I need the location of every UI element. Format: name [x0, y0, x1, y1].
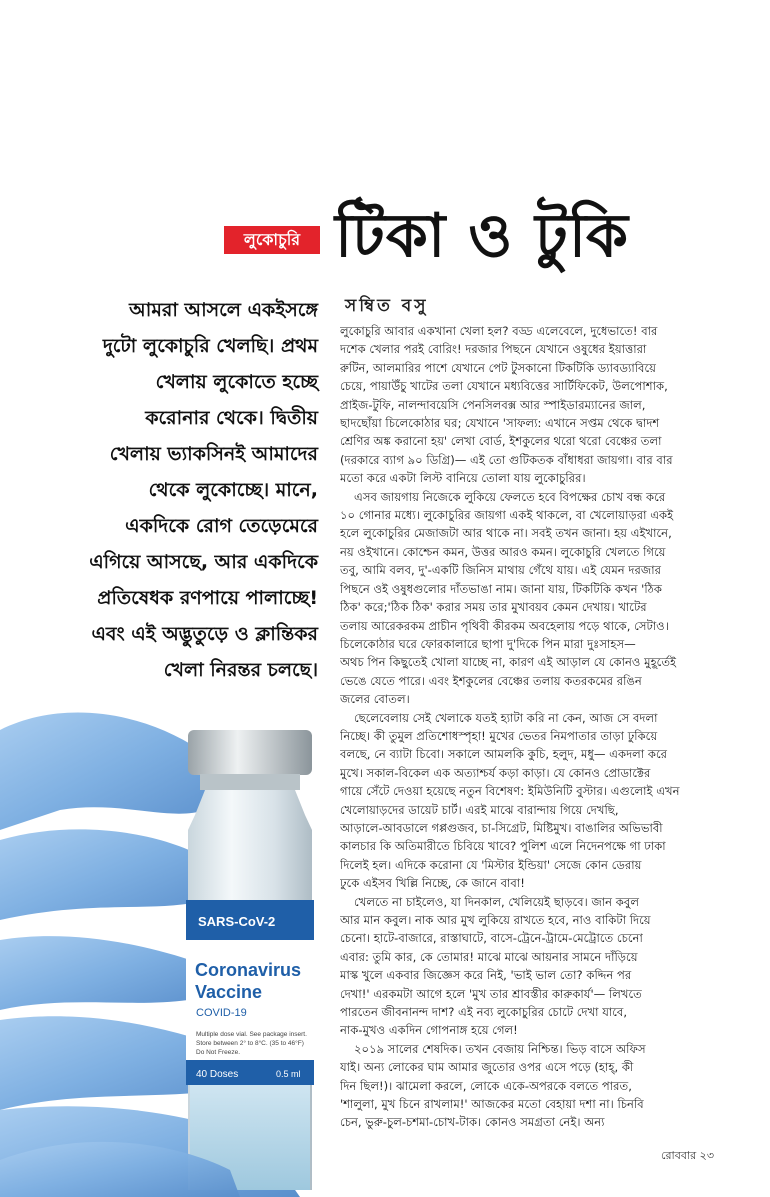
- vaccine-photo: [0, 690, 370, 1197]
- body-line: কালচার কি অতিমারীতে চিবিয়ে খাবে? পুলিশ এলে নিদেনপক্ষে গা ঢাকা: [340, 839, 666, 854]
- vial-name-line2: Vaccine: [195, 982, 263, 1002]
- body-line: চেন, ভুরু-চুল-চশমা-চোখ-টাক। কোনও সমগ্রতা নেই। অন্য: [340, 1115, 605, 1130]
- body-line: রুটিন, আলমারির পাশে যেখানে পেট টুসকানো টিকটিকি ড্যাবড্যাবিয়ে: [340, 360, 656, 375]
- body-line: ছাদছোঁয়া চিলেকোঠার ঘর; যেখানে 'সাফল্য: এখানে সপ্তম থেকে দ্বাদশ: [340, 416, 660, 431]
- body-line: যাই। অন্য লোকের ঘাম আমার জুতোর ওপর এসে পড়ে (হাহ্, কী: [340, 1060, 634, 1075]
- body-line: প্রাইজ-টুফি, নালন্দাবয়েসি পেনসিলবক্স আর স্পাইডারম্যানের জাল,: [340, 397, 646, 412]
- body-line: অথচ পিন কিছুতেই খোলা যাচ্ছে না, কারণ এই আড়াল যে কোনও মুহূর্তেই: [340, 655, 677, 670]
- pull-quote-line: থেকে লুকোচ্ছে। মানে,: [148, 479, 318, 501]
- body-line: দশেক খেলার পরই বোরিং! দরজার পিছনে যেখানে ওষুধের ইয়াত্তারা: [340, 342, 647, 357]
- vial-doses: 40 Doses: [196, 1069, 239, 1080]
- body-line: দিন ছিল!)। ঝামেলা করলে, লোকে একে-অপরকে বলতে পারত,: [340, 1078, 632, 1093]
- pull-quote-line: দুটো লুকোচুরি খেলছি। প্রথম: [102, 335, 318, 357]
- body-line: নয় ওইখানে। কোশ্চেন কমন, উত্তর আরও কমন। লুকোচুরি খেলতে গিয়ে: [340, 544, 666, 559]
- pull-quote-line: একদিকে রোগ তেড়েমেরে: [125, 515, 318, 537]
- body-line: লুকোচুরি আবার একখানা খেলা হল? বড্ড এলেবেলে, দুধেভাতে! বার: [340, 324, 658, 338]
- body-line: গায়ে সেঁটে দেওয়া হয়েছে নতুন বিশেষণ: ইমিউনিটি বুস্টার। এগুলোই এখন: [340, 784, 680, 799]
- section-tag: লুকোচুরি: [224, 226, 320, 254]
- body-line: খেলোয়াড়দের ডায়েট চার্ট। এরই মাঝে বারান্দায় গিয়ে দেখছি,: [340, 802, 619, 817]
- body-line: 'শালুলা, মুখ চিনে রাখলাম!' আজকের মতো বেহায়া দশা না। চিনবি: [340, 1097, 644, 1112]
- pull-quote-line: প্রতিষেধক রণপায়ে পালাচ্ছে!: [97, 587, 318, 609]
- article-title: টিকা ও টুকি: [335, 201, 630, 271]
- body-line: বলছে, নে ব্যাটা চিবো। সকালে আমলকি কুচি, হলুদ, মধু— একদলা করে: [340, 747, 668, 762]
- body-line: এসব জায়গায় নিজেকে লুকিয়ে ফেলতে হবে বিপক্ষের চোখ বন্ধ করে: [354, 489, 666, 504]
- body-line: মাস্ক খুলে একবার জিজ্ঞেস করে নিই, 'ভাই ভাল তো? কদ্দিন পর: [340, 968, 632, 983]
- pull-quote-line: আমরা আসলে একইসঙ্গে: [129, 299, 318, 321]
- body-line: এবার: তুমি কার, কে তোমার! মাঝে মাঝে আয়নার সামনে দাঁড়িয়ে: [340, 949, 638, 964]
- body-line: জলের বোতল।: [340, 692, 410, 707]
- pull-quote: [58, 292, 318, 688]
- vial-cap-label: SARS-CoV-2: [198, 914, 276, 929]
- body-line: ভেঙে যেতে পারে। এবং ইশকুলের বেঞ্চের তলায় কতরকমের রঙিন: [340, 673, 642, 688]
- body-line: ১০ গোনার মধ্যে। লুকোচুরির জায়গা একই থাকলে, বা খেলোয়াড়রা একই: [340, 508, 674, 523]
- vial-sub: COVID-19: [196, 1007, 247, 1019]
- body-line: মতো করে একটা লিস্ট বানিয়ে তোলা যায় লুকোচুরির।: [340, 471, 586, 486]
- body-line: ২০১৯ সালের শেষদিক। তখন বেজায় নিশ্চিন্ত। ভিড় বাসে অফিস: [354, 1041, 646, 1056]
- vial-fine1: Multiple dose vial. See package insert.: [196, 1031, 307, 1038]
- body-line: মুখে। সকাল-বিকেল এক অত্যাশ্চর্য কড়া কাড়া। যে কোনও প্রোডাক্টের: [340, 765, 651, 780]
- vial-volume: 0.5 ml: [276, 1069, 301, 1079]
- body-line: তবু, আমি বলব, দু'-একটি জিনিস মাথায় গেঁথে যায়। এই যেমন দরজার: [340, 563, 661, 578]
- body-line: শ্রেণির অঙ্ক করানো হয়' লেখা বোর্ড, ইশকুলের থরো থরো বেঞ্চের তলা: [340, 434, 662, 449]
- body-line: আর মান কবুল। নাক আর মুখ লুকিয়ে রাখতে হবে, নাও বাকিটা দিয়ে: [340, 913, 651, 927]
- body-line: চিলেকোঠার ঘরে ফোরকালারে ছাপা দু'দিকে পিন মারা দুঃসাহস—: [340, 636, 636, 651]
- body-line: দিলেই হল। এদিকে করোনা যে 'মিস্টার ইন্ডিয়া' সেজে কোন ডেরায়: [340, 857, 642, 872]
- vial-fine3: Do Not Freeze.: [196, 1049, 241, 1056]
- body-line: পারতেন জীবনানন্দ দাশ? এই নব্য লুকোচুরির চোটে দেখা যাবে,: [340, 1005, 628, 1020]
- pull-quote-line: এবং এই অদ্ভুতুড়ে ও ক্লান্তিকর: [91, 623, 318, 645]
- body-line: চেয়ে, পায়াউঁচু খাটের তলা যেখানে মধ্যবিত্তের সার্টিফিকেট, উলপোশাক,: [340, 379, 668, 394]
- gloved-hand-vial-illustration: [0, 690, 370, 1197]
- pull-quote-line: এগিয়ে আসছে, আর একদিকে: [89, 551, 318, 573]
- body-line: চেনো। হাটে-বাজারে, রাস্তাঘাটে, বাসে-ট্রেনে-ট্রামে-মেট্রোতে চেনো: [340, 931, 643, 946]
- author-byline: সম্বিত বসু: [345, 296, 429, 316]
- pull-quote-line: খেলায় লুকোতে হচ্ছে: [155, 371, 318, 393]
- body-line: নিচ্ছে। কী তুমুল প্রতিশোধস্পৃহা! মুখের ভেতর নিমপাতার তাড়া ঢুকিয়ে: [340, 728, 658, 743]
- body-line: ঠিক' করে;'ঠিক ঠিক' করার সময় তার মুখাবয়ব কেমন দেখায়। খাটের: [340, 600, 647, 615]
- pull-quote-line: খেলা নিরন্তর চলছে।: [163, 659, 318, 681]
- pull-quote-line: করোনার থেকে। দ্বিতীয়: [145, 407, 318, 429]
- body-line: ছেলেবেলায় সেই খেলাকে যতই হ্যাটা করি না কেন, আজ সে বদলা: [354, 710, 658, 725]
- body-line: দেখা!' এরকমটা আগে হলে 'মুখ তার শ্রাবস্তীর কারুকার্য'— লিখতে: [340, 986, 642, 1001]
- article-body: [340, 322, 740, 1132]
- body-line: খেলতে না চাইলেও, যা দিনকাল, খেলিয়েই ছাড়বে। জান কবুল: [354, 894, 639, 909]
- body-line: আড়ালে-আবডালে গপ্পগুজব, চা-সিগ্রেট, মিষ্টিমুখ। বাঙালির অভিভাবী: [340, 820, 663, 835]
- body-line: ঢুকে এইসব খিল্লি নিচ্ছে, কে জানে বাবা!: [340, 876, 525, 891]
- page-folio: রোববার ২৩: [661, 1149, 714, 1162]
- body-line: তলায় আরেকরকম প্রাচীন পৃথিবী কীরকম অবহেলায় পড়ে থাকে, সেটাও।: [340, 618, 669, 633]
- body-line: (দরকারে ব্যাগ ৯০ ডিগ্রি)— এই তো গুটিকতক বাঁধাধরা জায়গা। বার বার: [340, 452, 673, 467]
- vial-fine2: Store between 2° to 8°C. (35 to 46°F): [196, 1040, 304, 1047]
- vial-name-line1: Coronavirus: [195, 960, 302, 980]
- body-line: নাক-মুখও একদিন গোপনাঙ্গ হয়ে গেল!: [340, 1023, 518, 1038]
- pull-quote-line: খেলায় ভ্যাকসিনই আমাদের: [109, 443, 318, 465]
- body-line: পিছনে ওই ওষুধগুলোর দাঁতভাঙা নাম। জানা যায়, টিকটিকি কখন 'ঠিক: [340, 581, 662, 596]
- body-line: হলে লুকোচুরির মেজাজটা আর থাকে না। সবই তখন জানা। হয় এইখানে,: [340, 526, 672, 541]
